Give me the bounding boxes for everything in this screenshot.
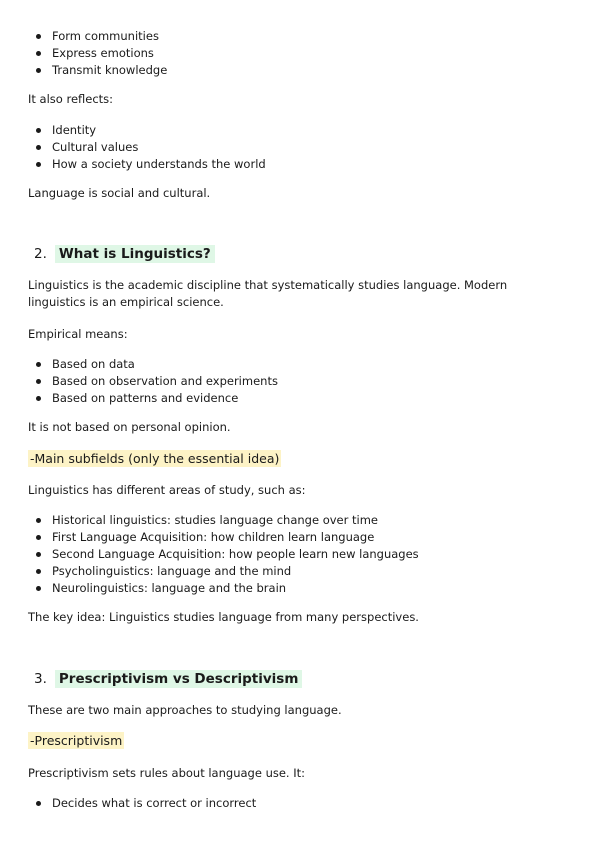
list-item: Transmit knowledge — [28, 62, 167, 79]
section-2-title: What is Linguistics? — [55, 245, 215, 263]
empirical-list — [28, 356, 278, 407]
list-item: Historical linguistics: studies language change over time — [28, 512, 419, 529]
section-2-intro: Linguistics is the academic discipline that systematically studies language. Modern linguistics is an empirical science. — [28, 278, 508, 309]
prescriptivism-heading: -Prescriptivism — [30, 733, 123, 748]
list-item: Psycholinguistics: language and the mind — [28, 563, 419, 580]
prescriptivism-intro: Prescriptivism sets rules about language use. It: — [28, 766, 306, 780]
list-item: Cultural values — [28, 139, 266, 156]
list-item: Based on patterns and evidence — [28, 390, 278, 407]
social-line: Language is social and cultural. — [28, 186, 211, 200]
section-2-heading — [34, 244, 215, 264]
section-3-intro: These are two main approaches to studying language. — [28, 703, 342, 717]
list-item: First Language Acquisition: how children learn language — [28, 529, 419, 546]
not-opinion-line: It is not based on personal opinion. — [28, 420, 231, 434]
list-item: Based on data — [28, 356, 278, 373]
list-item: Based on observation and experiments — [28, 373, 278, 390]
list-item: Neurolinguistics: language and the brain — [28, 580, 419, 597]
key-idea-line: The key idea: Linguistics studies language from many perspectives. — [28, 610, 419, 624]
section-2-number: 2. — [34, 246, 47, 262]
reflects-list — [28, 122, 266, 173]
list-item: Identity — [28, 122, 266, 139]
purposes-list — [28, 28, 167, 79]
list-item: Decides what is correct or incorrect — [28, 795, 256, 812]
section-3-heading — [34, 669, 302, 689]
list-item: Second Language Acquisition: how people learn new languages — [28, 546, 419, 563]
prescriptivism-list — [28, 795, 256, 812]
section-3-title: Prescriptivism vs Descriptivism — [55, 670, 303, 688]
subfields-intro: Linguistics has different areas of study, such as: — [28, 483, 306, 497]
list-item: Express emotions — [28, 45, 167, 62]
subfields-list — [28, 512, 419, 597]
list-item: Form communities — [28, 28, 167, 45]
list-item: How a society understands the world — [28, 156, 266, 173]
reflects-intro: It also reflects: — [28, 92, 114, 106]
section-3-number: 3. — [34, 671, 47, 687]
empirical-intro: Empirical means: — [28, 327, 128, 341]
subfields-heading: -Main subfields (only the essential idea) — [30, 451, 280, 466]
